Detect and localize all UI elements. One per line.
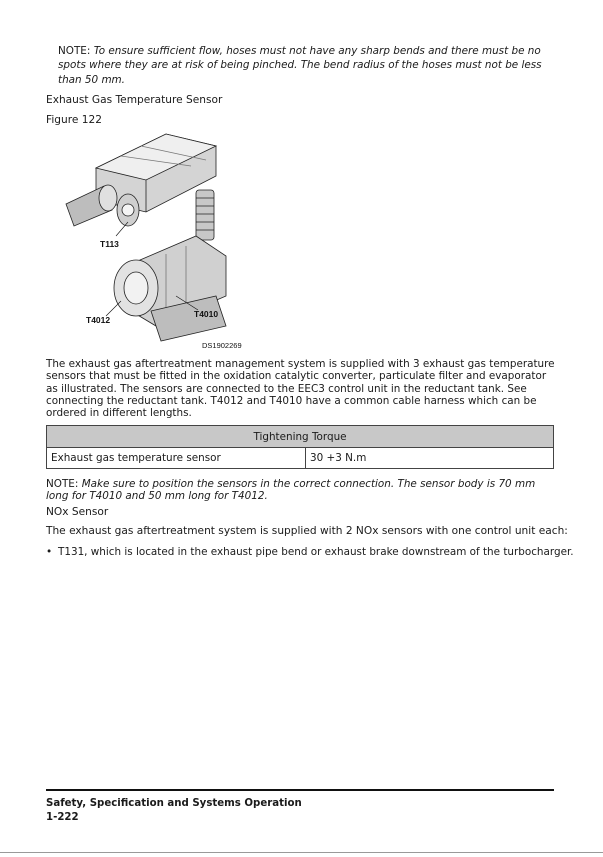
note-sensor-position: [46, 478, 558, 503]
note-text: To ensure sufficient flow, hoses must not have any sharp bends and there must be no spots where they are at risk of being pinched. The bend radius of the hoses must not be less than 50 mm.: [58, 45, 542, 86]
note-label: NOTE:: [46, 478, 79, 490]
bullet-icon: •: [46, 546, 53, 558]
page-edge-divider: [0, 852, 603, 853]
footer-divider: [46, 789, 554, 791]
list-item-text: T131, which is located in the exhaust pipe bend or exhaust brake downstream of the turbocharger.: [58, 546, 574, 558]
label-t4012: T4012: [86, 315, 111, 325]
figure-code: DS1902269: [202, 341, 242, 350]
label-t113: T113: [100, 239, 119, 249]
note-hoses: [58, 44, 558, 87]
table-header: Tightening Torque: [47, 426, 554, 448]
sensor-description: The exhaust gas aftertreatment management system is supplied with 3 exhaust gas temperature sensors that must be fitted in the oxidation catalytic converter, particulate filter and evaporator as illustrated. The sensors are connected to the EEC3 control unit in the reductant tank. See connecting the reductant tank. T4012 and T4010 have a common cable harness which can be ordered in different lengths.: [46, 358, 555, 420]
note-text: Make sure to position the sensors in the correct connection. The sensor body is 70 mm long for T4010 and 50 mm long for T4012.: [46, 478, 536, 503]
table-cell-value: 30 +3 N.m: [306, 448, 554, 469]
nox-intro: The exhaust gas aftertreatment system is supplied with 2 NOx sensors with one control unit each:: [46, 525, 568, 537]
section-heading-exhaust-sensor: Exhaust Gas Temperature Sensor: [46, 94, 223, 106]
page-number: 1-222: [46, 812, 79, 823]
figure-caption: Figure 122: [46, 114, 102, 126]
label-t4010: T4010: [194, 309, 219, 319]
section-heading-nox: NOx Sensor: [46, 506, 109, 518]
footer-title: Safety, Specification and Systems Operation: [46, 798, 302, 809]
table-row: [47, 448, 554, 469]
exhaust-aftertreatment-figure: [66, 126, 242, 352]
tightening-torque-table: [46, 425, 554, 469]
note-label: NOTE:: [58, 45, 91, 57]
table-cell-item: Exhaust gas temperature sensor: [47, 448, 306, 469]
flex-hose: [196, 190, 214, 240]
list-item: [46, 545, 574, 559]
